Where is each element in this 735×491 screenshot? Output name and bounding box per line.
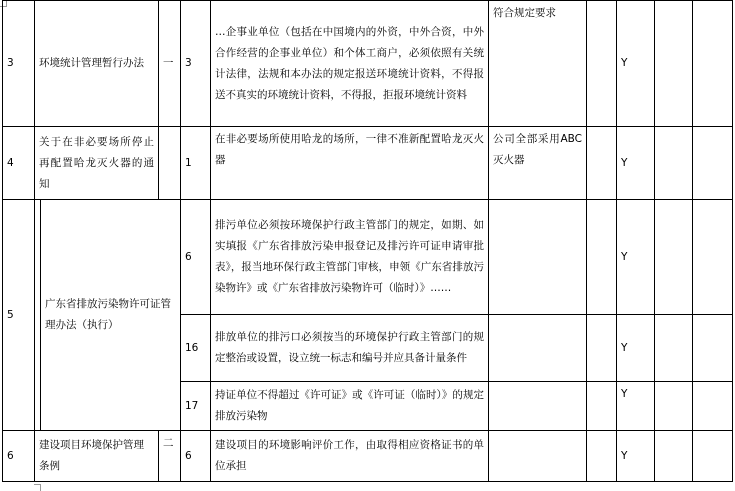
- chapter-cell: [159, 127, 181, 200]
- compliance-mark: Y: [617, 1, 655, 127]
- article-cell: 6: [181, 200, 211, 315]
- compliance-mark: Y: [617, 200, 655, 315]
- article-cell: 16: [181, 315, 211, 382]
- empty-cell: [693, 382, 733, 431]
- row-number: 4: [3, 127, 35, 200]
- table-row: [3, 200, 733, 315]
- row-number: 6: [3, 431, 35, 482]
- page-corner-mark: [34, 484, 41, 491]
- compliance-status: 符合规定要求: [489, 1, 587, 127]
- regulation-name: 关于在非必要场所停止再配置哈龙灭火器的通知: [35, 127, 159, 200]
- requirement-content: 排放单位的排污口必须按当的环境保护行政主管部门的规定整治或设置，设立统一标志和编号并应具备计量条件: [211, 315, 489, 382]
- compliance-mark: Y: [617, 315, 655, 382]
- chapter-cell: 二: [159, 431, 181, 482]
- empty-cell: [655, 315, 693, 382]
- compliance-status: [489, 315, 587, 382]
- row-number: 3: [3, 1, 35, 127]
- compliance-mark: Y: [617, 431, 655, 482]
- compliance-status: [489, 431, 587, 482]
- requirement-content: 持证单位不得超过《许可证》或《许可证（临时）》的规定排放污染物: [211, 382, 489, 431]
- requirement-content: 建设项目的环境影响评价工作，由取得相应资格证书的单位承担: [211, 431, 489, 482]
- table-row: [3, 431, 733, 482]
- empty-cell: [587, 200, 617, 315]
- empty-cell: [587, 431, 617, 482]
- row-number: 5: [3, 200, 35, 431]
- empty-cell: [693, 1, 733, 127]
- empty-cell: [587, 127, 617, 200]
- article-cell: 1: [181, 127, 211, 200]
- empty-cell: [655, 200, 693, 315]
- regulation-name: 广东省排放污染物许可证管理办法（执行）: [41, 200, 181, 431]
- chapter-cell: 一: [159, 1, 181, 127]
- empty-cell: [587, 315, 617, 382]
- compliance-mark: Y: [617, 382, 655, 431]
- empty-cell: [655, 1, 693, 127]
- table-row: [3, 127, 733, 200]
- empty-cell: [693, 127, 733, 200]
- compliance-status: [489, 200, 587, 315]
- empty-cell: [587, 382, 617, 431]
- compliance-mark: Y: [617, 127, 655, 200]
- regulation-name: 建设项目环境保护管理条例: [35, 431, 159, 482]
- regulation-name: 环境统计管理暂行办法: [35, 1, 159, 127]
- compliance-status: 公司全部采用ABC灭火器: [489, 127, 587, 200]
- empty-cell: [655, 431, 693, 482]
- article-cell: 3: [181, 1, 211, 127]
- requirement-content: 在非必要场所使用哈龙的场所，一律不准新配置哈龙灭火器: [211, 127, 489, 200]
- compliance-status: [489, 382, 587, 431]
- regulation-table: [2, 0, 733, 482]
- article-cell: 17: [181, 382, 211, 431]
- empty-cell: [655, 127, 693, 200]
- empty-cell: [693, 315, 733, 382]
- empty-cell: [587, 1, 617, 127]
- article-cell: 6: [181, 431, 211, 482]
- empty-cell: [693, 200, 733, 315]
- empty-cell: [693, 431, 733, 482]
- requirement-content: …企事业单位（包括在中国境内的外资，中外合资，中外合作经营的企事业单位）和个体工商户，必须依照有关统计法律，法规和本办法的规定报送环境统计资料，不得报送不真实的环境统计资料，不得报，拒报环境统计资料: [211, 1, 489, 127]
- table-row: [3, 1, 733, 127]
- requirement-content: 排污单位必须按环境保护行政主管部门的规定，如期、如实填报《广东省排放污染申报登记及排污许可证申请审批表》，报当地环保行政主管部门审核，申领《广东省排放污染物许》或《广东省排放污染物许可（临时）》……: [211, 200, 489, 315]
- empty-cell: [655, 382, 693, 431]
